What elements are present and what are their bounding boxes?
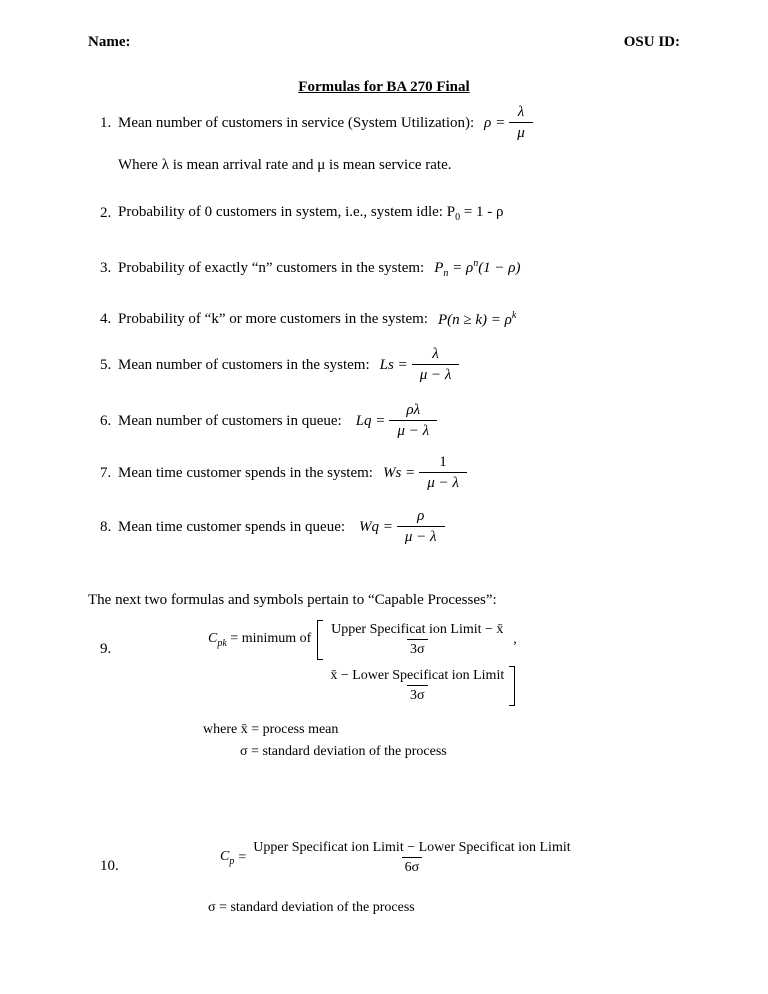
where-mean: where x̄ = process mean	[203, 722, 339, 737]
numerator: x̄ − Lower Specificat ion Limit	[330, 668, 505, 683]
item-3	[100, 258, 521, 279]
denominator: μ − λ	[412, 364, 460, 384]
superscript: n	[473, 258, 479, 269]
subscript: pk	[217, 637, 227, 649]
fraction-lower	[327, 668, 507, 704]
item-1-note: Where λ is mean arrival rate and μ is mean service rate.	[118, 157, 452, 173]
p-symbol: P	[434, 260, 444, 276]
item-5-text: Mean number of customers in the system:	[118, 356, 370, 373]
name-label: Name:	[88, 34, 131, 50]
numerator: ρ	[417, 508, 425, 524]
osu-id-label: OSU ID:	[623, 34, 680, 50]
item-2-number: 2.	[100, 205, 112, 221]
right-bracket	[509, 666, 515, 706]
numerator: λ	[432, 346, 439, 362]
formula-lhs: Ws =	[382, 464, 416, 481]
item-7-text: Mean time customer spends in the system:	[118, 464, 373, 481]
item-2-tail: = 1 - ρ	[460, 204, 504, 220]
sigma-note: σ = standard deviation of the process	[208, 900, 415, 915]
item-4-number: 4.	[100, 311, 112, 327]
item-6	[100, 402, 437, 440]
formula-utilization	[484, 104, 533, 142]
formula-lhs: Wq =	[359, 518, 393, 535]
page-title: Formulas for BA 270 Final	[298, 79, 470, 95]
formula-pk	[438, 310, 516, 329]
subscript: p	[229, 855, 235, 867]
item-8-text: Mean time customer spends in queue:	[118, 518, 346, 535]
item-8-number: 8.	[100, 518, 112, 535]
item-4-text: Probability of “k” or more customers in the system:	[118, 311, 428, 327]
numerator: 1	[439, 454, 447, 470]
numerator: Upper Specificat ion Limit − Lower Specificat ion Limit	[253, 840, 571, 855]
formula-lhs: Ls =	[379, 356, 408, 373]
item-1-number: 1.	[100, 114, 112, 131]
denominator: 3σ	[407, 685, 428, 704]
formula-cpk-lhs	[208, 631, 311, 649]
left-bracket	[317, 620, 323, 660]
item-10-number: 10.	[100, 858, 119, 874]
comma: ,	[513, 632, 517, 647]
denominator: μ	[509, 122, 533, 142]
item-5	[100, 346, 459, 384]
item-7	[100, 454, 467, 492]
formula-ws	[383, 454, 467, 492]
formula-lhs: Lq =	[355, 412, 386, 429]
item-9-number: 9.	[100, 641, 112, 657]
formula-ls	[380, 346, 460, 384]
formula-lq	[356, 402, 437, 440]
c-symbol: C	[208, 631, 218, 647]
superscript: k	[511, 310, 517, 321]
item-2-text	[118, 204, 504, 223]
denominator: 3σ	[407, 639, 428, 658]
numerator: λ	[517, 104, 525, 120]
subscript: n	[443, 268, 449, 279]
formula-lhs: ρ =	[484, 114, 506, 131]
denominator: μ − λ	[397, 526, 445, 546]
item-4	[100, 310, 516, 329]
item-6-text: Mean number of customers in queue:	[118, 412, 342, 429]
fraction-upper	[327, 622, 507, 658]
formula-cpk	[208, 620, 517, 706]
tail: (1 − ρ)	[478, 260, 521, 276]
denominator: 6σ	[402, 857, 423, 876]
item-8	[100, 508, 445, 546]
item-6-number: 6.	[100, 412, 112, 429]
item-3-number: 3.	[100, 260, 112, 276]
item-1	[100, 104, 533, 142]
minimum-of: = minimum of	[230, 631, 312, 647]
formula-cp	[220, 840, 574, 876]
item-2	[100, 204, 504, 223]
formula-pn	[434, 258, 520, 279]
formula-text: P(n ≥ k) = ρ	[437, 312, 512, 328]
item-5-number: 5.	[100, 356, 112, 373]
where-sigma: σ = standard deviation of the process	[240, 744, 447, 759]
denominator: μ − λ	[389, 420, 437, 440]
formula-wq	[359, 508, 445, 546]
numerator: ρλ	[406, 402, 421, 418]
eq: = ρ	[448, 260, 474, 276]
denominator: μ − λ	[419, 472, 467, 492]
item-2-label: Probability of 0 customers in system, i.e., system idle: P	[118, 204, 456, 220]
item-1-text: Mean number of customers in service (System Utilization):	[118, 114, 475, 131]
item-3-text: Probability of exactly “n” customers in the system:	[118, 260, 425, 276]
subscript: 0	[455, 212, 461, 223]
capable-intro: The next two formulas and symbols pertain to “Capable Processes”:	[88, 592, 497, 608]
numerator: Upper Specificat ion Limit − x̄	[331, 622, 504, 637]
c-symbol: C	[220, 849, 230, 865]
item-7-number: 7.	[100, 464, 112, 481]
equals: =	[238, 850, 247, 865]
